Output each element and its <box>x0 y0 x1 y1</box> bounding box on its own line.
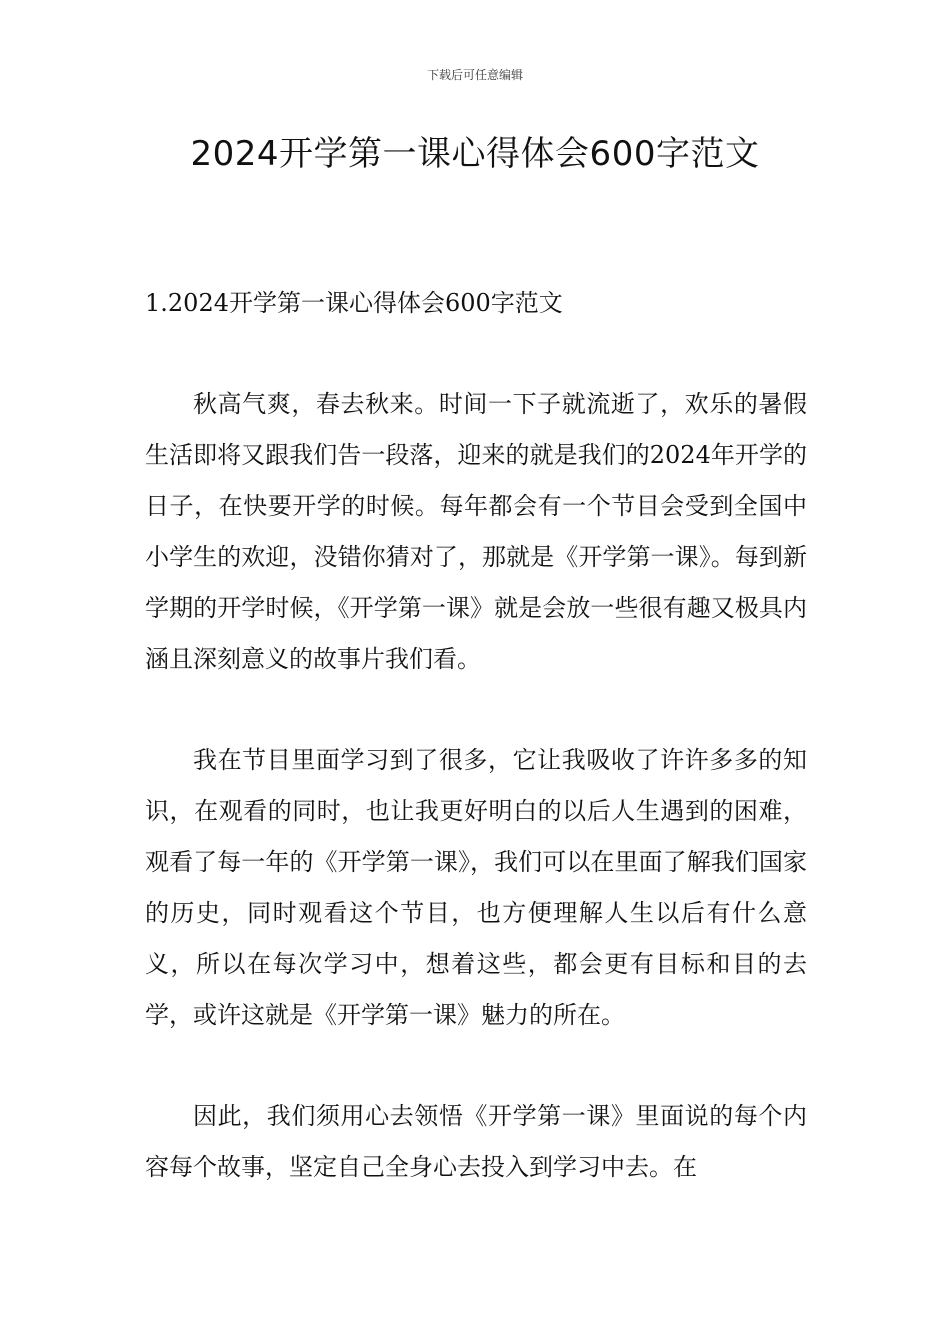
header-note: 下载后可任意编辑 <box>426 68 523 82</box>
paragraph-2: 我在节目里面学习到了很多，它让我吸收了许许多多的知识，在观看的同时，也让我更好明白的以后人生遇到的困难，观看了每一年的《开学第一课》，我们可以在里面了解我们国家的历史，同时观看这个节目，也方便理解人生以后有什么意义，所以在每次学习中，想着这些，都会更有目标和目的去学，或许这就是《开学第一课》魅力的所在。 <box>145 746 807 1029</box>
paragraph-3: 因此，我们须用心去领悟《开学第一课》里面说的每个内容每个故事，坚定自己全身心去投入到学习中去。在 <box>145 1102 807 1181</box>
document-body <box>145 278 807 1243</box>
document-title: 2024开学第一课心得体会600字范文 <box>190 134 760 174</box>
section-heading: 1.2024开学第一课心得体会600字范文 <box>145 289 563 317</box>
paragraph-1: 秋高气爽，春去秋来。时间一下子就流逝了，欢乐的暑假生活即将又跟我们告一段落，迎来的就是我们的2024年开学的日子，在快要开学的时候。每年都会有一个节目会受到全国中小学生的欢迎，没错你猜对了，那就是《开学第一课》。每到新学期的开学时候，《开学第一课》就是会放一些很有趣又极具内涵且深刻意义的故事片我们看。 <box>145 390 807 673</box>
